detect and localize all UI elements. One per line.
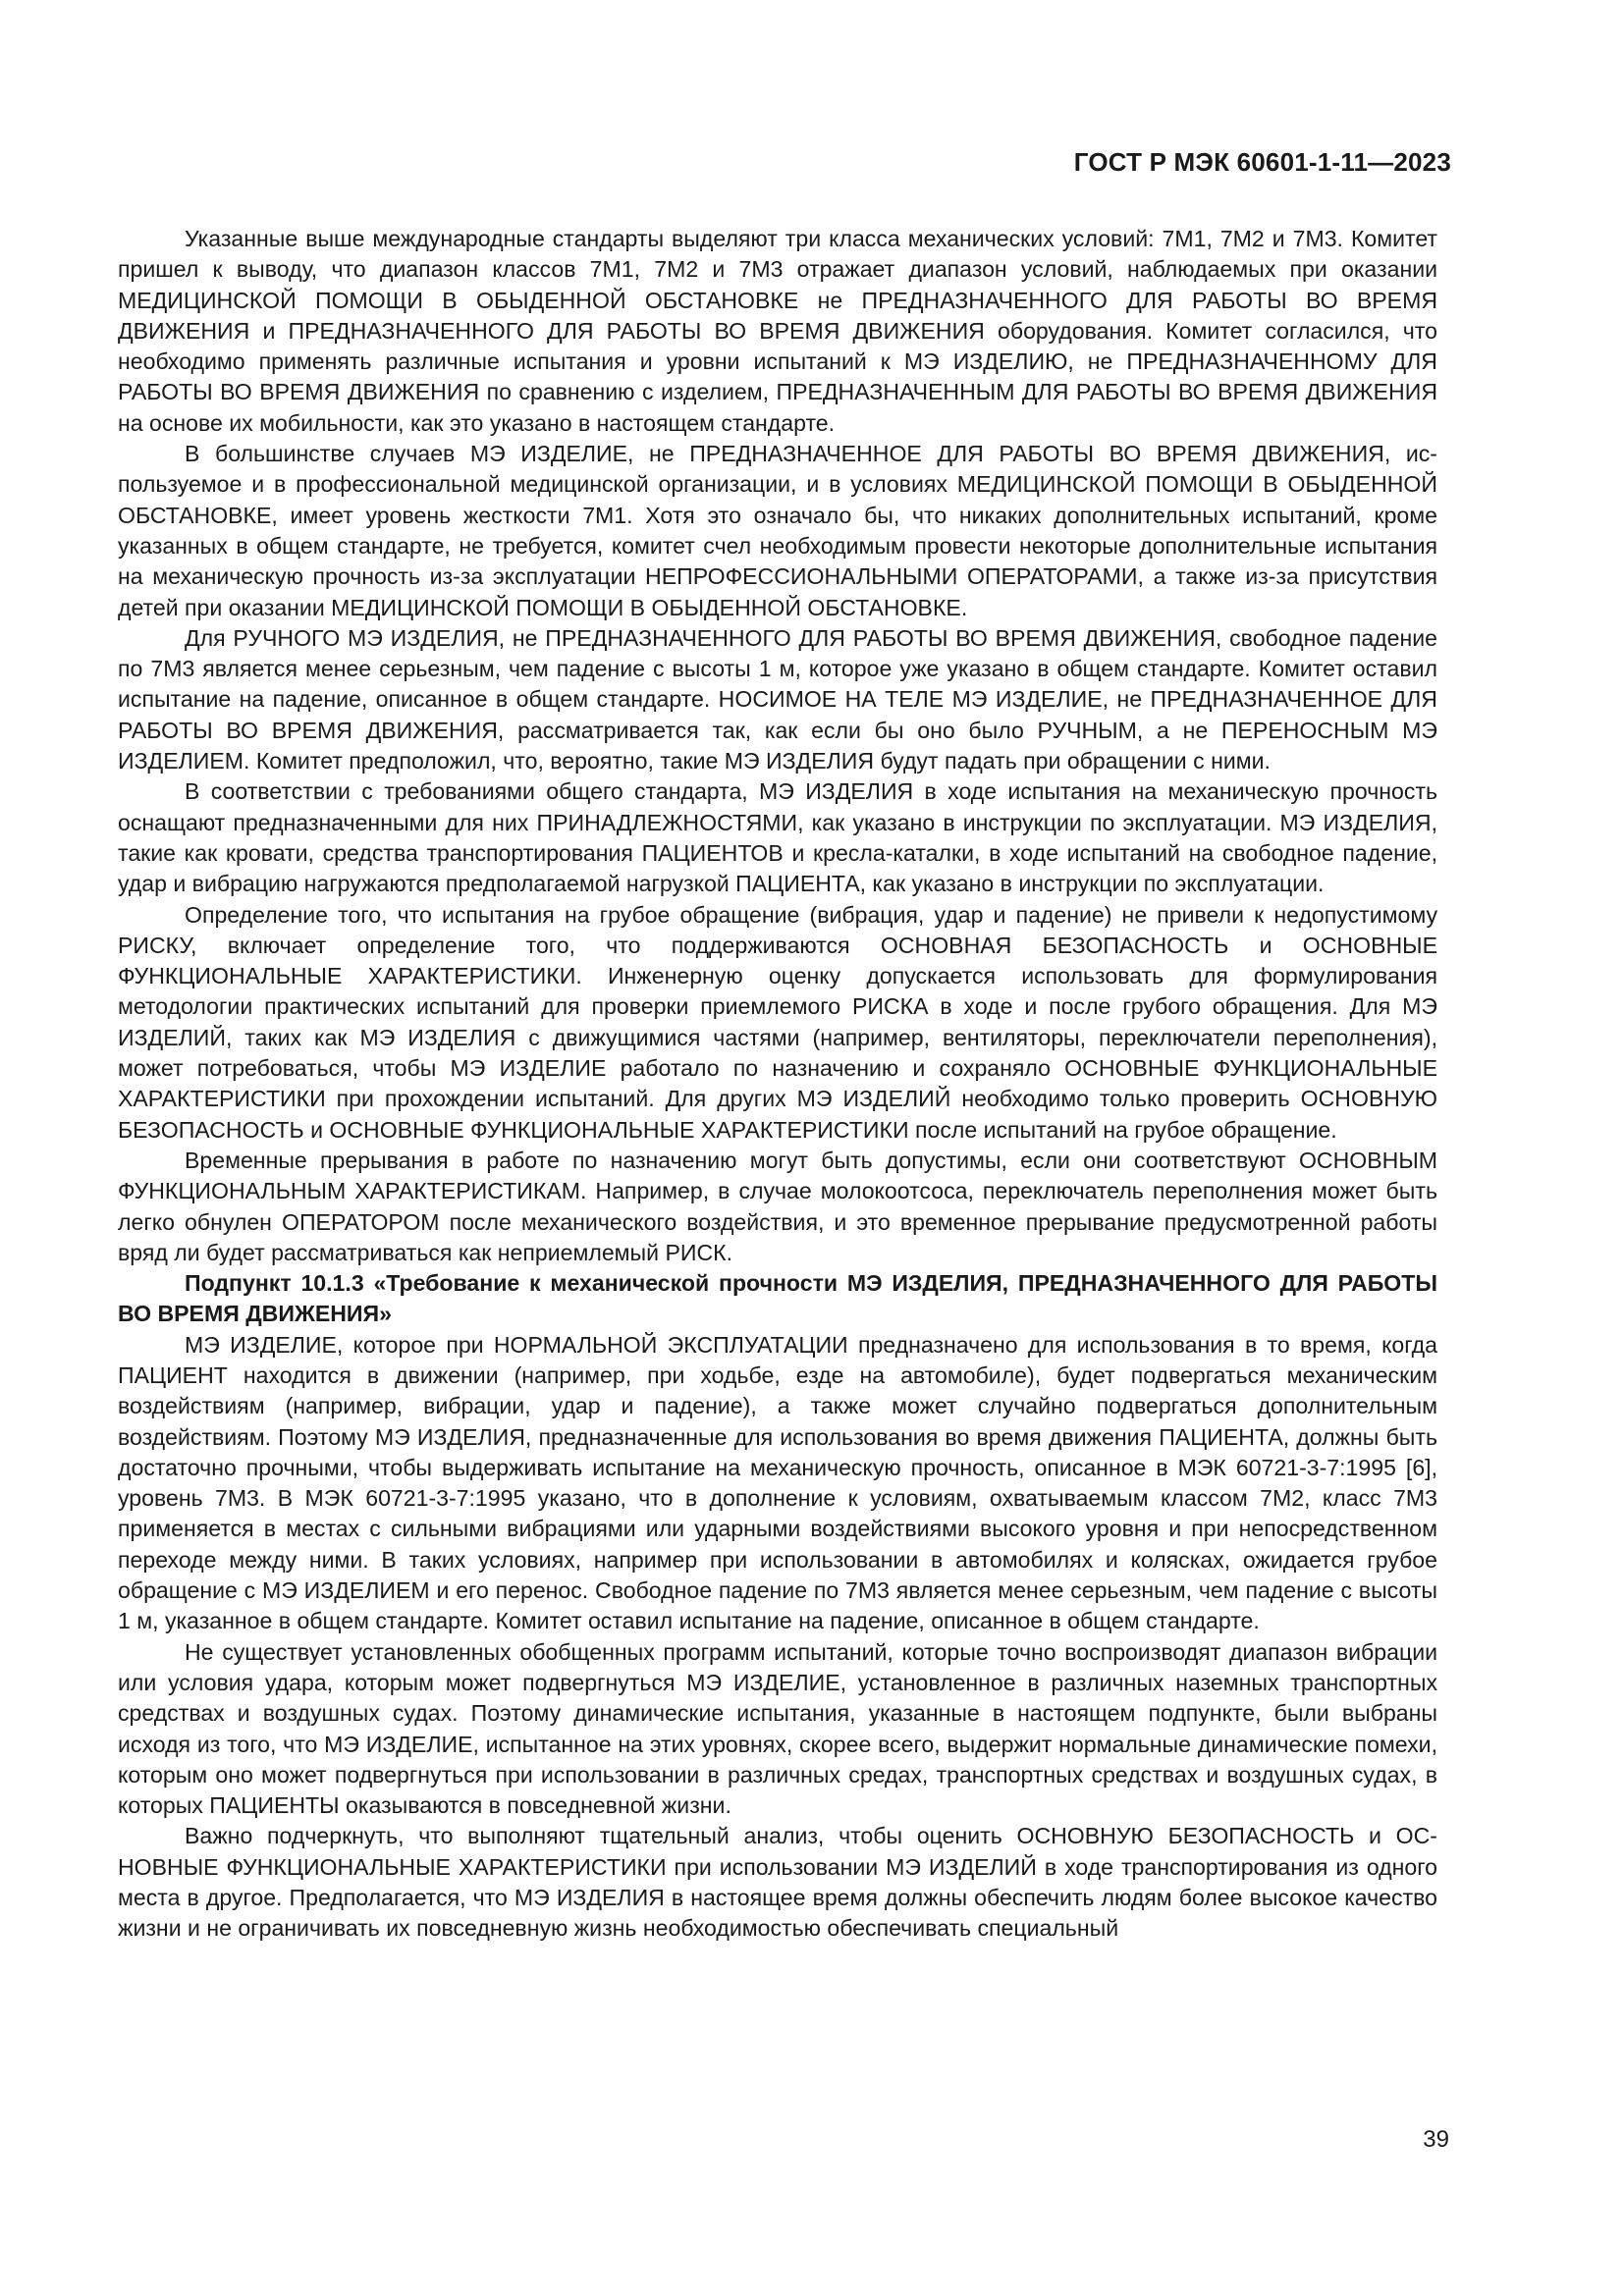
body-paragraph-7: МЭ ИЗДЕЛИЕ, которое при НОРМАЛЬНОЙ ЭКСПЛУАТАЦИИ предназначено для использования в то время, когда ПАЦИЕНТ находится в движении (например, при ходьбе, езде на автомобиле), будет подвергаться механическим воздействиям (например, вибрации, удар и падение), а также может случайно подвергаться дополнительным воздействиям. Поэтому МЭ ИЗДЕЛИЯ, предназначенные для использования во время движения ПАЦИЕНТА, должны быть достаточно прочными, чтобы выдерживать испытание на механическую прочность, описанное в МЭК 60721-3-7:1995 [6], уровень 7M3. В МЭК 60721-3-7:1995 указано, что в дополнение к условиям, охватываемым классом 7M2, класс 7M3 применяется в местах с сильными вибрациями или ударными воздействиями высокого уровня и при непосредственном переходе между ними. В таких условиях, например при использовании в автомобилях и колясках, ожидается грубое обращение с МЭ ИЗДЕЛИЕМ и его перенос. Свободное падение по 7M3 является менее серьезным, чем падение с высоты 1 м, указанное в общем стандарте. Комитет оставил испытание на падение, описанное в общем стандарте. <box>118 1331 1437 1634</box>
page-number: 39 <box>1423 2126 1449 2153</box>
body-paragraph-5: Определение того, что испытания на грубое обращение (вибрация, удар и падение) не привели к недопустимому РИСКУ, включает определение того, что поддерживаются ОСНОВНАЯ БЕЗОПАСНОСТЬ и ОСНОВНЫЕ ФУНКЦИОНАЛЬНЫЕ ХАРАКТЕРИСТИКИ. Инженерную оценку допускается использовать для формулирования методологии практических испытаний для проверки приемлемого РИСКА в ходе и после грубого обращения. Для МЭ ИЗДЕЛИЙ, таких как МЭ ИЗДЕЛИЯ с движущимися частями (например, вентиляторы, переключатели переполнения), может потребоваться, чтобы МЭ ИЗДЕЛИЕ работало по назначению и сохраняло ОСНОВНЫЕ ФУНКЦИОНАЛЬНЫЕ ХАРАКТЕРИСТИКИ при прохождении испытаний. Для других МЭ ИЗДЕЛИЙ необходимо только проверить ОСНОВНУЮ БЕЗОПАСНОСТЬ и ОСНОВНЫЕ ФУНКЦИОНАЛЬНЫЕ ХАРАКТЕРИСТИКИ после испытаний на грубое обращение. <box>118 901 1437 1143</box>
body-paragraph-9: Важно подчеркнуть, что выполняют тщательный анализ, чтобы оценить ОСНОВНУЮ БЕЗОПАСНОСТЬ и ОСНОВНЫЕ ФУНКЦИОНАЛЬНЫЕ ХАРАКТЕРИСТИКИ при использовании МЭ ИЗДЕЛИЙ в ходе транспортирования из одного места в другое. Предполагается, что МЭ ИЗДЕЛИЯ в настоящее время должны обеспечить людям более высокое качество жизни и не ограничивать их повседневную жизнь необходимостью обеспечивать специальный <box>118 1823 1437 1942</box>
body-paragraph-4: В соответствии с требованиями общего стандарта, МЭ ИЗДЕЛИЯ в ходе испытания на механическую прочность оснащают предназначенными для них ПРИНАДЛЕЖНОСТЯМИ, как указано в инструкции по эксплуатации. МЭ ИЗДЕЛИЯ, такие как кровати, средства транспортирования ПАЦИЕНТОВ и кресла-каталки, в ходе испытаний на свободное падение, удар и вибрацию нагружаются предполагаемой нагрузкой ПАЦИЕНТА, как указано в инструкции по эксплуатации. <box>118 778 1437 897</box>
body-paragraph-6: Временные прерывания в работе по назначению могут быть допустимы, если они соответствуют ОСНОВНЫМ ФУНКЦИОНАЛЬНЫМ ХАРАКТЕРИСТИКАМ. Например, в случае молокоотсоса, переключатель переполнения может быть легко обнулен ОПЕРАТОРОМ после механического воздействия, и это временное прерывание предусмотренной работы вряд ли будет рассматриваться как неприемлемый РИСК. <box>118 1147 1437 1265</box>
body-paragraph-8: Не существует установленных обобщенных программ испытаний, которые точно воспроизводят диапазон вибрации или условия удара, которым может подвергнуться МЭ ИЗДЕЛИЕ, установленное в различных наземных транспортных средствах и воздушных судах. Поэтому динамические испытания, указанные в настоящем подпункте, были выбраны исходя из того, что МЭ ИЗДЕЛИЕ, испытанное на этих уровнях, скорее всего, выдержит нормальные динамические помехи, которым оно может подвергнуться при использовании в различных средах, транспортных средствах и воздушных судах, в которых ПАЦИЕНТЫ оказываются в повседневной жизни. <box>118 1638 1437 1819</box>
body-paragraph-1: Указанные выше международные стандарты выделяют три класса механических условий: 7M1, 7M2 и 7M3. Комитет пришел к выводу, что диапазон классов 7M1, 7M2 и 7M3 отражает диапазон условий, наблюдаемых при оказании МЕДИЦИНСКОЙ ПОМОЩИ В ОБЫДЕННОЙ ОБСТАНОВКЕ не ПРЕДНАЗНАЧЕННОГО ДЛЯ РАБОТЫ ВО ВРЕМЯ ДВИЖЕНИЯ и ПРЕДНАЗНАЧЕННОГО ДЛЯ РАБОТЫ ВО ВРЕМЯ ДВИЖЕНИЯ оборудования. Комитет согласился, что необходимо применять различные испытания и уровни испытаний к МЭ ИЗДЕЛИЮ, не ПРЕДНАЗНАЧЕННОМУ ДЛЯ РАБОТЫ ВО ВРЕМЯ ДВИЖЕНИЯ по сравнению с изделием, ПРЕДНАЗНАЧЕННЫМ ДЛЯ РАБОТЫ ВО ВРЕМЯ ДВИЖЕНИЯ на основе их мобильности, как это указано в настоящем стандарте. <box>118 226 1437 436</box>
standard-designation: ГОСТ Р МЭК 60601-1-11—2023 <box>1073 147 1451 177</box>
document-body <box>118 224 1437 1945</box>
body-paragraph-3: Для РУЧНОГО МЭ ИЗДЕЛИЯ, не ПРЕДНАЗНАЧЕННОГО ДЛЯ РАБОТЫ ВО ВРЕМЯ ДВИЖЕНИЯ, свободное падение по 7M3 является менее серьезным, чем падение с высоты 1 м, которое уже указано в общем стандарте. Комитет оставил испытание на падение, описанное в общем стандарте. НОСИМОЕ НА ТЕЛЕ МЭ ИЗДЕЛИЕ, не ПРЕДНАЗНАЧЕННОЕ ДЛЯ РАБОТЫ ВО ВРЕМЯ ДВИЖЕНИЯ, рассматривается так, как если бы оно было РУЧНЫМ, а не ПЕРЕНОСНЫМ МЭ ИЗДЕЛИЕМ. Комитет предположил, что, вероятно, такие МЭ ИЗДЕЛИЯ будут падать при обращении с ними. <box>118 624 1437 774</box>
body-paragraph-2: В большинстве случаев МЭ ИЗДЕЛИЕ, не ПРЕДНАЗНАЧЕННОЕ ДЛЯ РАБОТЫ ВО ВРЕМЯ ДВИЖЕНИЯ, используемое и в профессиональной медицинской организации, и в условиях МЕДИЦИНСКОЙ ПОМОЩИ В ОБЫДЕННОЙ ОБСТАНОВКЕ, имеет уровень жесткости 7M1. Хотя это означало бы, что никаких дополнительных испытаний, кроме указанных в общем стандарте, не требуется, комитет счел необходимым провести некоторые дополнительные испытания на механическую прочность из-за эксплуатации НЕПРОФЕССИОНАЛЬНЫМИ ОПЕРАТОРАМИ, а также из-за присутствия детей при оказании МЕДИЦИНСКОЙ ПОМОЩИ В ОБЫДЕННОЙ ОБСТАНОВКЕ. <box>118 441 1437 620</box>
document-header <box>1074 147 1451 178</box>
subclause-heading: Подпункт 10.1.3 «Требование к механической прочности МЭ ИЗДЕЛИЯ, ПРЕДНАЗНАЧЕННОГО ДЛЯ РАБОТЫ ВО ВРЕМЯ ДВИЖЕНИЯ» <box>118 1270 1437 1327</box>
